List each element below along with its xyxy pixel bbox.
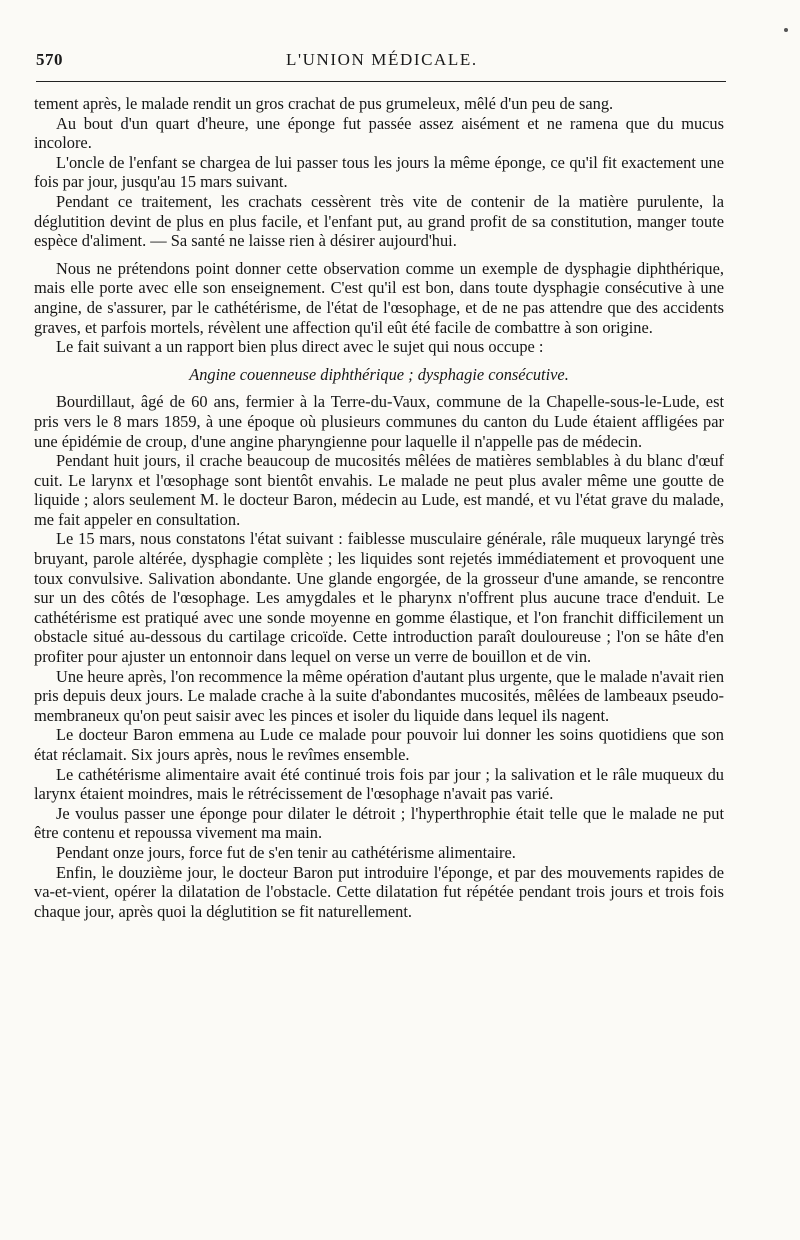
paragraph: Le fait suivant a un rapport bien plus direct avec le sujet qui nous occupe : — [56, 337, 544, 357]
paragraph: Le docteur Baron emmena au Lude ce malade pour pouvoir lui donner les soins quotidiens que son état réclamait. Six jours après, nous le revîmes ensemble. — [34, 725, 724, 764]
print-speck — [784, 28, 788, 32]
paragraph-continuation: tement après, le malade rendit un gros crachat de pus grumeleux, mêlé d'un peu de sang. — [34, 94, 614, 113]
header-rule — [36, 81, 726, 82]
paragraph: Enfin, le douzième jour, le docteur Baron put introduire l'éponge, et par des mouvements rapides de va-et-vient, opérer la dilatation de l'obstacle. Cette dilatation fut répétée pendant trois jours et trois fois chaque jour, après quoi la déglutition se fit naturellement. — [34, 862, 724, 921]
running-title: L'UNION MÉDICALE. — [286, 50, 478, 69]
article-body — [34, 94, 724, 921]
paragraph: L'oncle de l'enfant se chargea de lui passer tous les jours la même éponge, ce qu'il fit exactement une fois par jour, jusqu'au 15 mars suivant. — [34, 152, 724, 192]
section-spacer — [34, 251, 724, 259]
case-title: Angine couenneuse diphthérique ; dysphagie consécutive. — [189, 364, 569, 384]
paragraph: Le 15 mars, nous constatons l'état suivant : faiblesse musculaire générale, râle muqueux laryngé très bruyant, parole altérée, dysphagie complète ; les liquides sont rejetés immédiatement et provoquent une toux convulsive. Salivation abondante. Une glande engorgée, de la grosseur d'une amande, se rencontre sur un des côtés de l'œsophage. Les amygdales et le pharynx n'offrent plus aucune trace d'enduit. Le cathétérisme est pratiqué avec une sonde moyenne en gomme élastique, et l'on franchit difficilement un obstacle situé au-dessous du cartilage cricoïde. Cette introduction paraît douloureuse ; l'on se hâte d'en profiter pour ajuster un entonnoir dans lequel on verse un verre de bouillon et de vin. — [34, 529, 724, 667]
paragraph: Une heure après, l'on recommence la même opération d'autant plus urgente, que le malade n'avait rien pris depuis deux jours. Le malade crache à la suite d'abondantes mucosités, mêlées de lambeaux pseudo-membraneux qu'on peut saisir avec les pinces et isoler du liquide dans lequel ils nagent. — [34, 666, 725, 725]
paragraph: Je voulus passer une éponge pour dilater le détroit ; l'hyperthrophie était telle que le malade ne put être contenu et repoussa vivement ma main. — [34, 803, 724, 843]
paragraph: Pendant huit jours, il crache beaucoup de mucosités mêlées de matières semblables à du blanc d'œuf cuit. Le larynx et l'œsophage sont bientôt envahis. Le malade ne peut plus avaler même une goutte de liquide ; alors seulement M. le docteur Baron, médecin au Lude, est mandé, et vu l'état grave du malade, me fait appeler en consultation. — [34, 451, 724, 529]
section-spacer — [34, 357, 724, 365]
paragraph: Nous ne prétendons point donner cette observation comme un exemple de dysphagie diphthérique, mais elle porte avec elle son enseignement. C'est qu'il est bon, dans toute dysphagie consécutive à une angine, de s'assurer, par le cathétérisme, de l'état de l'œsophage, et de ne pas attendre que des accidents graves, et parfois mortels, révèlent une affection qu'il eût été facile de combattre à son origine. — [34, 258, 724, 337]
page-header — [36, 50, 724, 76]
paragraph: Pendant ce traitement, les crachats cessèrent très vite de contenir de la matière purulente, la déglutition devint de plus en plus facile, et l'enfant put, au grand profit de sa constitution, manger toute espèce d'aliment. — Sa santé ne laisse rien à désirer aujourd'hui. — [34, 191, 724, 251]
page-number: 570 — [36, 50, 63, 69]
paragraph: Au bout d'un quart d'heure, une éponge fut passée assez aisément et ne ramena que du mucus incolore. — [34, 113, 724, 153]
paragraph: Pendant onze jours, force fut de s'en tenir au cathétérisme alimentaire. — [56, 842, 516, 862]
paragraph: Bourdillaut, âgé de 60 ans, fermier à la Terre-du-Vaux, commune de la Chapelle-sous-le-Lude, est pris vers le 8 mars 1859, à une époque où plusieurs communes du canton du Lude étaient affligées par une épidémie de croup, d'une angine pharyngienne pour laquelle il n'appelle pas de médecin. — [34, 392, 724, 451]
paragraph: Le cathétérisme alimentaire avait été continué trois fois par jour ; la salivation et le râle muqueux du larynx étaient moindres, mais le rétrécissement de l'œsophage n'avait pas varié. — [34, 764, 724, 804]
